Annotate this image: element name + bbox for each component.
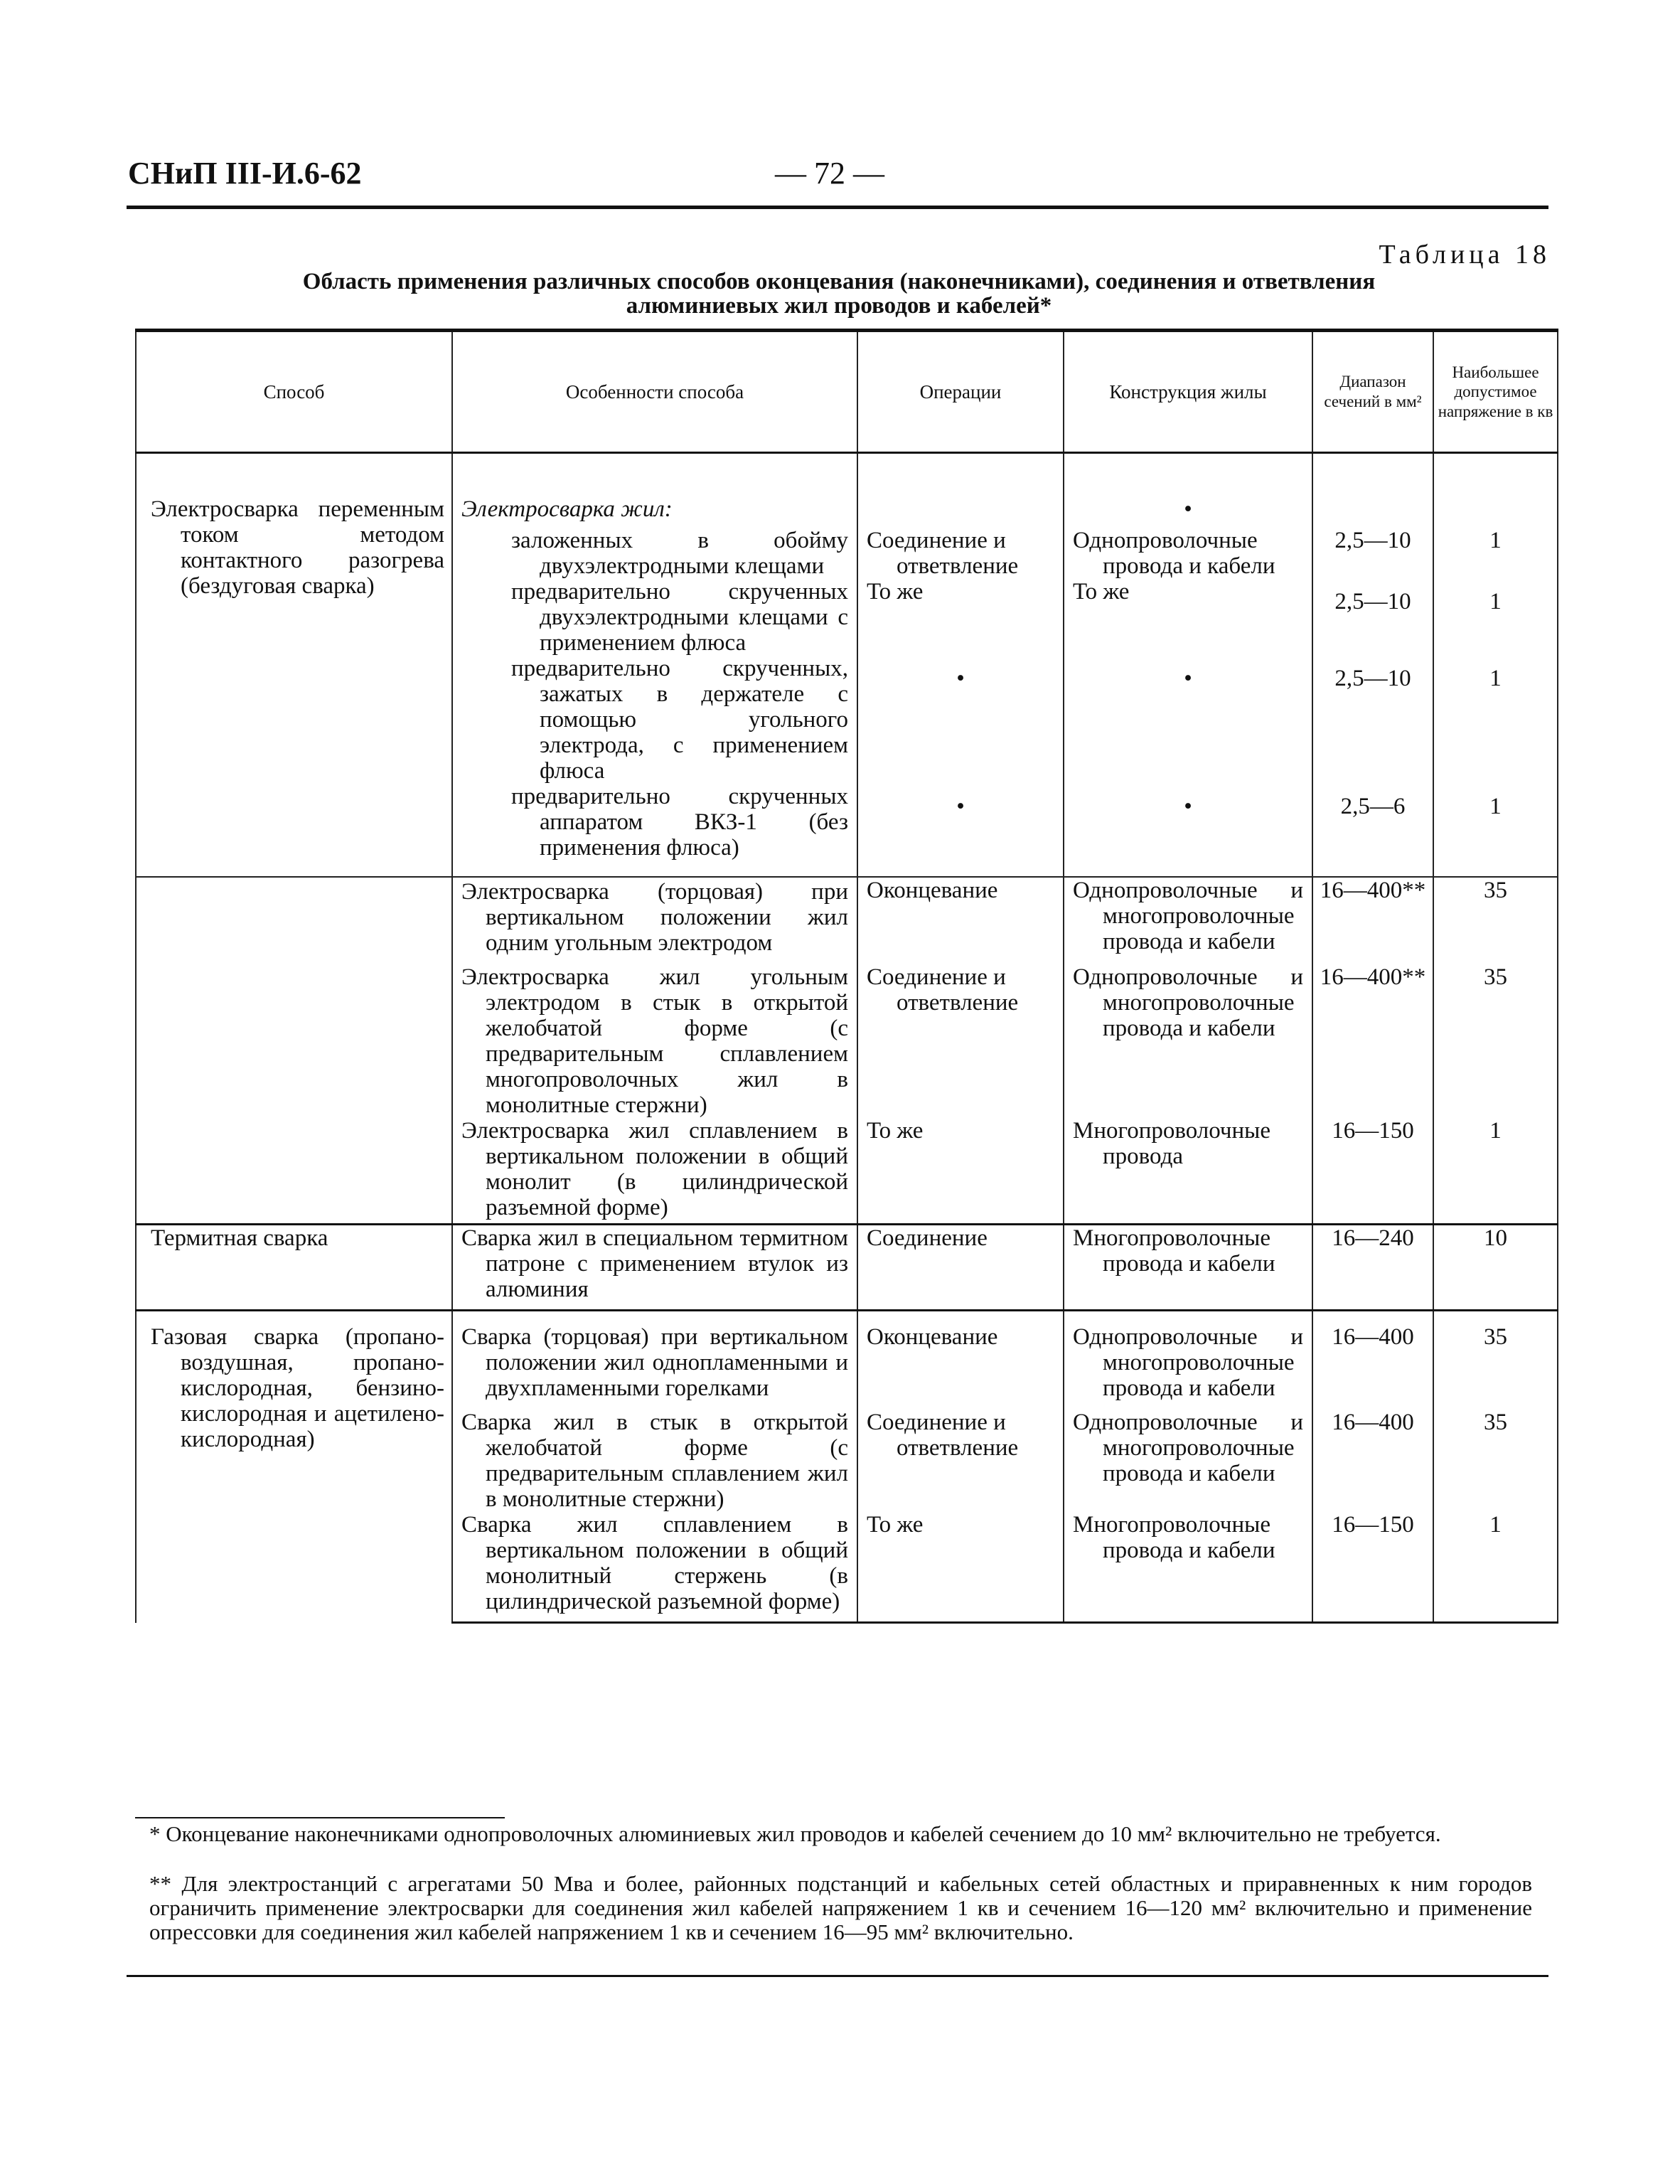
- range-cell: 16—400: [1332, 1410, 1414, 1435]
- table-row: [136, 1311, 1558, 1410]
- features-cell: Электросварка жил сплавлением в вертикальном положении в общий монолит (в цилиндрической разъемной форме): [461, 1118, 848, 1220]
- method-cell: Термитная сварка: [151, 1225, 328, 1251]
- construction-cell: Однопроволочные и многопроволочные провода и кабели: [1073, 1410, 1303, 1486]
- operations-cell: Оконцевание: [867, 1324, 998, 1350]
- bottom-rule: [127, 1975, 1548, 1977]
- features-cell: предварительно скрученных двухэлектродными клещами с применением флюса: [511, 579, 848, 656]
- column-header-range: Диапазон сечений в мм²: [1312, 331, 1433, 453]
- table-caption-line-2: алюминиевых жил проводов и кабелей*: [626, 293, 1052, 319]
- table-caption-line-1: Область применения различных способов оконцевания (наконечниками), соединения и ответвления: [302, 269, 1376, 294]
- voltage-cell: 10: [1484, 1225, 1507, 1251]
- table-row: [136, 877, 1558, 964]
- features-cell: Сварка (торцовая) при вертикальном положении жил однопламенными и двухпламенными горелками: [461, 1324, 848, 1401]
- voltage-cell: 35: [1484, 964, 1507, 990]
- construction-cell: Многопроволочные провода и кабели: [1073, 1512, 1275, 1563]
- range-cell: 2,5—10: [1334, 666, 1411, 691]
- range-cell: 2,5—10: [1334, 589, 1411, 614]
- voltage-cell: 1: [1489, 794, 1502, 819]
- range-cell: 16—150: [1332, 1118, 1414, 1144]
- table-label: Таблица 18: [1379, 240, 1551, 270]
- method-cell: Газовая сварка (пропано-воздушная, пропано-кислородная, бензино-кислородная и ацетилено-кислородная): [151, 1324, 444, 1452]
- range-cell: 2,5—10: [1334, 528, 1411, 553]
- operations-cell: Соединение и ответвление: [867, 964, 1019, 1016]
- method-cell: Электросварка переменным током методом контактного разогрева (бездуговая сварка): [151, 496, 444, 599]
- range-cell: 2,5—6: [1340, 794, 1406, 819]
- construction-cell: •: [1184, 666, 1192, 691]
- operations-cell: Соединение и ответвление: [867, 1410, 1019, 1461]
- operations-cell: То же: [867, 1512, 924, 1538]
- features-cell: Электросварка (торцовая) при вертикальном положении жил одним угольным электродом: [461, 879, 848, 956]
- construction-cell: Многопроволочные провода и кабели: [1073, 1225, 1275, 1277]
- voltage-cell: 1: [1489, 666, 1502, 691]
- table-row: [136, 1225, 1558, 1311]
- features-group-head: Электросварка жил:: [461, 496, 673, 522]
- features-cell: Сварка жил в специальном термитном патроне с применением втулок из алюминия: [461, 1225, 848, 1302]
- construction-cell: Однопроволочные и многопроволочные провода и кабели: [1073, 878, 1303, 954]
- application-table: [135, 329, 1558, 1624]
- construction-cell: Однопроволочные и многопроволочные провода и кабели: [1073, 1324, 1303, 1401]
- features-cell: Электросварка жил угольным электродом в стык в открытой желобчатой форме (с предварительным сплавлением многопроволочных жил в монолитные стержни): [461, 964, 848, 1118]
- page-number: — 72 —: [775, 156, 884, 191]
- features-cell: заложенных в обойму двухэлектродными клещами: [511, 528, 848, 579]
- column-header-operations: Операции: [857, 331, 1064, 453]
- voltage-cell: 1: [1489, 528, 1502, 553]
- features-cell: предварительно скрученных, зажатых в держателе с помощью угольного электрода, с применением флюса: [511, 656, 848, 784]
- construction-cell: Однопроволочные и многопроволочные провода и кабели: [1073, 964, 1303, 1041]
- operations-cell: То же: [867, 1118, 924, 1144]
- features-cell: Сварка жил в стык в открытой желобчатой форме (с предварительным сплавлением жил в монолитные стержни): [461, 1410, 848, 1512]
- features-cell: Сварка жил сплавлением в вертикальном положении в общий монолитный стержень (в цилиндрической разъемной форме): [461, 1512, 848, 1614]
- voltage-cell: 35: [1484, 1324, 1507, 1350]
- construction-cell: •: [1184, 794, 1192, 819]
- table-header-row: [136, 331, 1558, 453]
- operations-cell: Оконцевание: [867, 878, 998, 903]
- column-header-construction: Конструкция жилы: [1064, 331, 1312, 453]
- range-cell: 16—400: [1332, 1324, 1414, 1350]
- range-cell: 16—240: [1332, 1225, 1414, 1251]
- footnote-2: ** Для электростанций с агрегатами 50 Мва и более, районных подстанций и кабельных сетей областных и приравненных к ним городов ограничить применение электросварки для соединения жил кабелей напряжением 1 кв и сечением 16—120 мм² включительно и применение опрессовки для соединения жил кабелей напряжением 1 кв и сечением 16—95 мм² включительно.: [149, 1871, 1532, 1944]
- header-rule: [127, 206, 1548, 209]
- column-header-method: Способ: [136, 331, 452, 453]
- construction-cell: То же: [1073, 579, 1130, 604]
- voltage-cell: 35: [1484, 1410, 1507, 1435]
- footnote-rule: [135, 1817, 505, 1818]
- column-header-features: Особенности способа: [452, 331, 857, 453]
- footnote-1: * Оконцевание наконечниками однопроволочных алюминиевых жил проводов и кабелей сечением до 10 мм² включительно не требуется.: [149, 1821, 1441, 1846]
- operations-cell: То же: [867, 579, 924, 604]
- operations-cell: Соединение: [867, 1225, 988, 1251]
- operations-cell: •: [956, 666, 965, 691]
- construction-cell: Многопроволочные провода: [1073, 1118, 1270, 1169]
- operations-cell: •: [956, 794, 965, 819]
- voltage-cell: 1: [1489, 589, 1502, 614]
- range-cell: 16—400**: [1320, 878, 1426, 903]
- voltage-cell: 1: [1489, 1118, 1502, 1144]
- voltage-cell: 35: [1484, 878, 1507, 903]
- range-cell: 16—400**: [1320, 964, 1426, 990]
- column-header-voltage: Наибольшее допустимое напряжение в кв: [1433, 331, 1558, 453]
- operations-cell: Соединение и ответвление: [867, 528, 1019, 579]
- features-cell: предварительно скрученных аппаратом ВКЗ-1 (без применения флюса): [511, 784, 848, 861]
- document-code: СНиП III-И.6-62: [128, 156, 362, 191]
- construction-cell: Однопроволочные провода и кабели: [1073, 528, 1275, 579]
- range-cell: 16—150: [1332, 1512, 1414, 1538]
- ditto-mark: •: [1184, 496, 1192, 522]
- voltage-cell: 1: [1489, 1512, 1502, 1538]
- table-row: [136, 453, 1558, 523]
